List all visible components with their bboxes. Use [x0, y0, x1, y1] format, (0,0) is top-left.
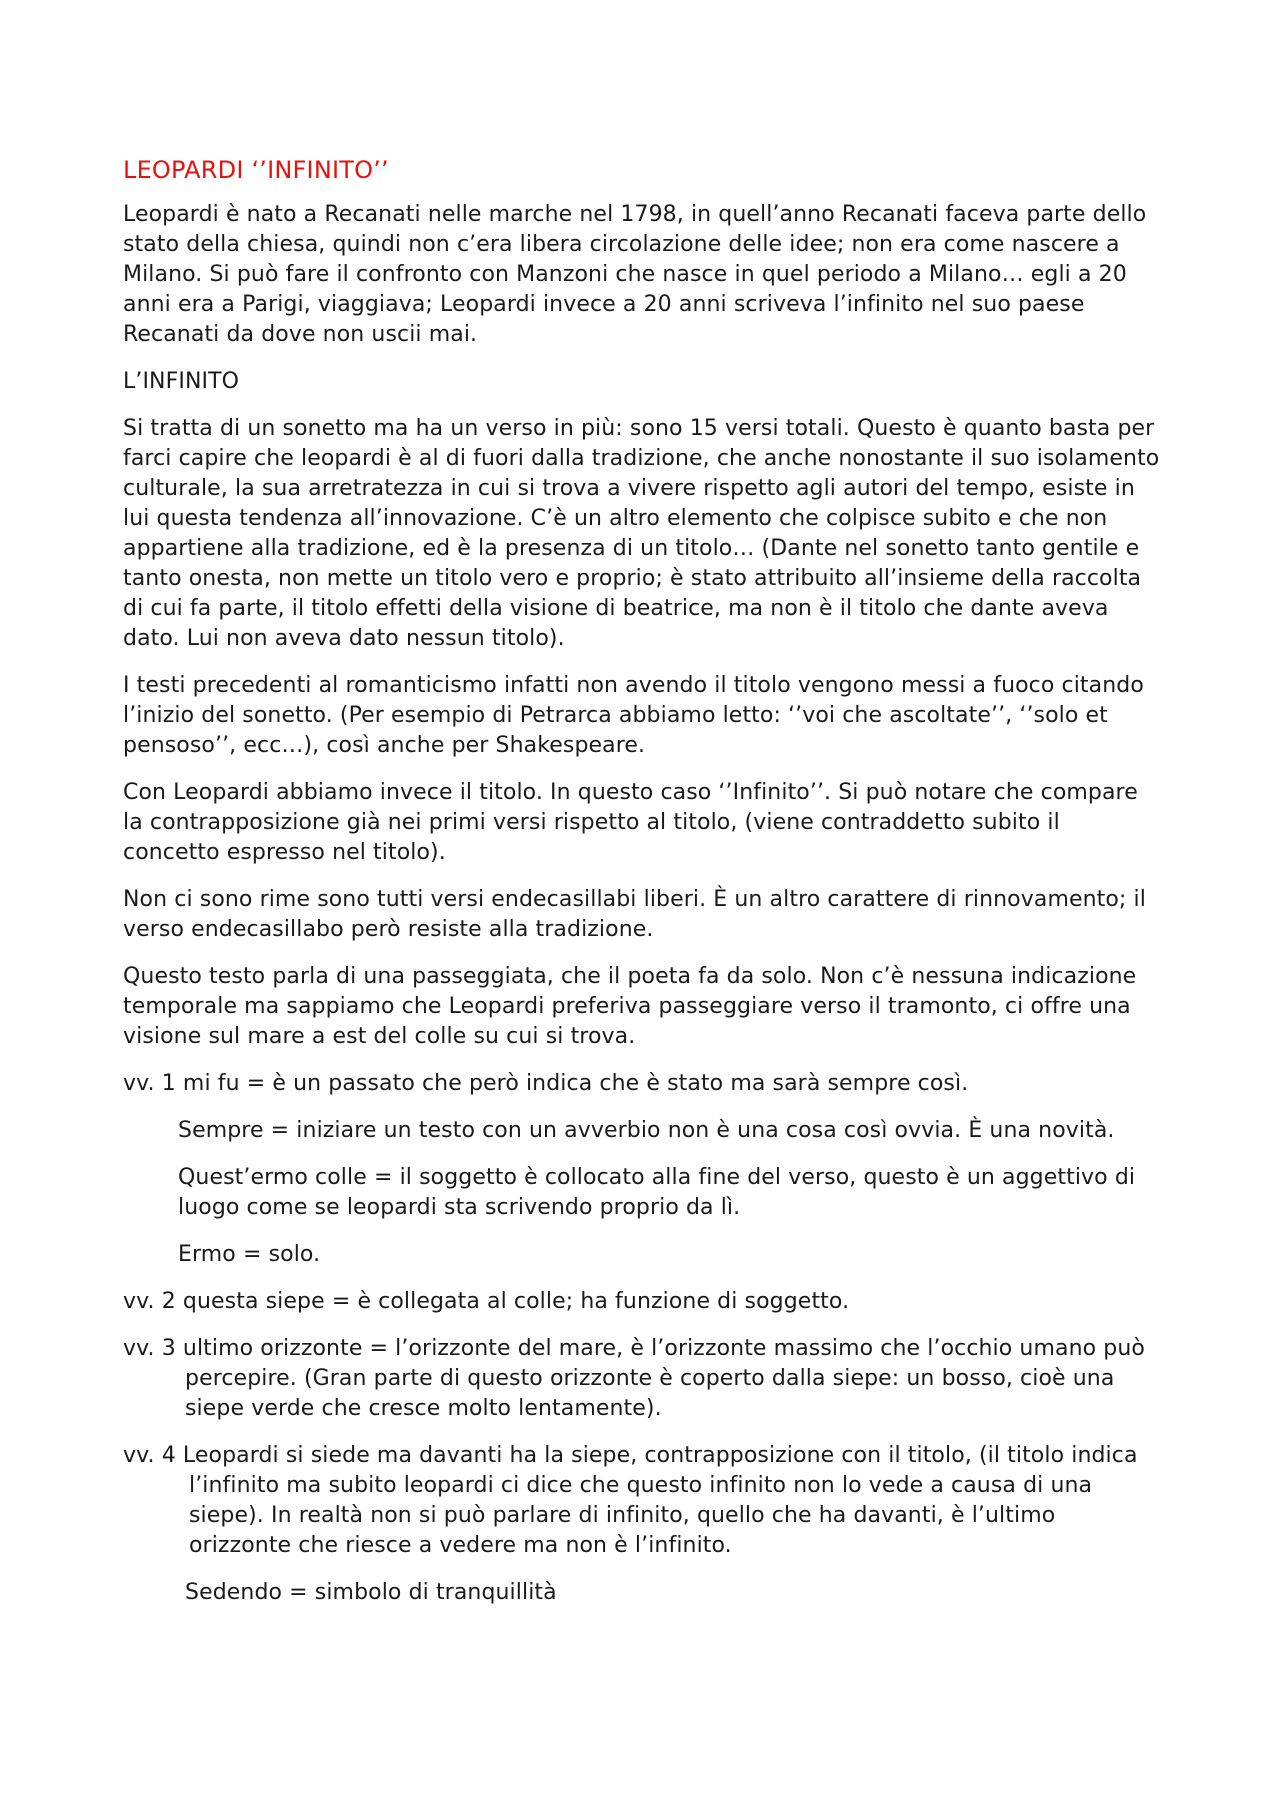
document-title: LEOPARDI ‘’INFINITO’’ [123, 156, 389, 184]
paragraph-passeggiata: Questo testo parla di una passeggiata, che il poeta fa da solo. Non c’è nessuna indicazione temporale ma sappiamo che Leopardi preferiva passeggiare verso il tramonto, ci offre una visione sul mare a est del colle su cui si trova. [123, 964, 1137, 1049]
note-ermo: Ermo = solo. [178, 1242, 321, 1267]
paragraph-rime: Non ci sono rime sono tutti versi endecasillabi liberi. È un altro carattere di rinnovamento; il verso endecasillabo però resiste alla tradizione. [123, 887, 1146, 942]
section-heading: L’INFINITO [123, 369, 240, 394]
paragraph-sonetto: Si tratta di un sonetto ma ha un verso in più: sono 15 versi totali. Questo è quanto basta per farci capire che leopardi è al di fuori dalla tradizione, che anche nonostante il suo isolamento culturale, la sua arretratezza in cui si trova a vivere rispetto agli autori del tempo, esiste in lui questa tendenza all’innovazione. C’è un altro elemento che colpisce subito e che non appartiene alla tradizione, ed è la presenza di un titolo… (Dante nel sonetto tanto gentile e tanto onesta, non mette un titolo vero e proprio; è stato attribuito all’insieme della raccolta di cui fa parte, il titolo effetti della visione di beatrice, ma non è il titolo che dante aveva dato. Lui non aveva dato nessun titolo). [123, 416, 1160, 651]
note-sedendo: Sedendo = simbolo di tranquillità [185, 1580, 557, 1605]
paragraph-titolo: Con Leopardi abbiamo invece il titolo. In questo caso ‘’Infinito’’. Si può notare che compare la contrapposizione già nei primi versi rispetto al titolo, (viene contraddetto subito il concetto espresso nel titolo). [123, 780, 1138, 865]
note-vv1: vv. 1 mi fu = è un passato che però indica che è stato ma sarà sempre così. [123, 1071, 969, 1096]
note-ermo-colle: Quest’ermo colle = il soggetto è collocato alla fine del verso, questo è un aggettivo di luogo come se leopardi sta scrivendo proprio da lì. [178, 1165, 1136, 1220]
note-vv3-continued: percepire. (Gran parte di questo orizzonte è coperto dalla siepe: un bosso, cioè una siepe verde che cresce molto lentamente). [185, 1366, 1115, 1421]
note-vv3: vv. 3 ultimo orizzonte = l’orizzonte del mare, è l’orizzonte massimo che l’occhio umano può [123, 1336, 1145, 1361]
paragraph-testi-precedenti: I testi precedenti al romanticismo infatti non avendo il titolo vengono messi a fuoco citando l’inizio del sonetto. (Per esempio di Petrarca abbiamo letto: ‘’voi che ascoltate’’, ‘’solo et pensoso’’, ecc…), così anche per Shakespeare. [123, 673, 1144, 758]
note-sempre: Sempre = iniziare un testo con un avverbio non è una cosa così ovvia. È una novità. [178, 1118, 1115, 1143]
note-vv2: vv. 2 questa siepe = è collegata al colle; ha funzione di soggetto. [123, 1289, 850, 1314]
paragraph-intro: Leopardi è nato a Recanati nelle marche nel 1798, in quell’anno Recanati faceva parte dello stato della chiesa, quindi non c’era libera circolazione delle idee; non era come nascere a Milano. Si può fare il confronto con Manzoni che nasce in quel periodo a Milano… egli a 20 anni era a Parigi, viaggiava; Leopardi invece a 20 anni scriveva l’infinito nel suo paese Recanati da dove non uscii mai. [123, 202, 1147, 347]
note-vv4: vv. 4 Leopardi si siede ma davanti ha la siepe, contrapposizione con il titolo, (il titolo indica l’infinito ma subito leopardi ci dice che questo infinito non lo vede a causa di una siepe). In realtà non si può parlare di infinito, quello che ha davanti, è l’ultimo orizzonte che riesce a vedere ma non è l’infinito. [123, 1443, 1138, 1558]
